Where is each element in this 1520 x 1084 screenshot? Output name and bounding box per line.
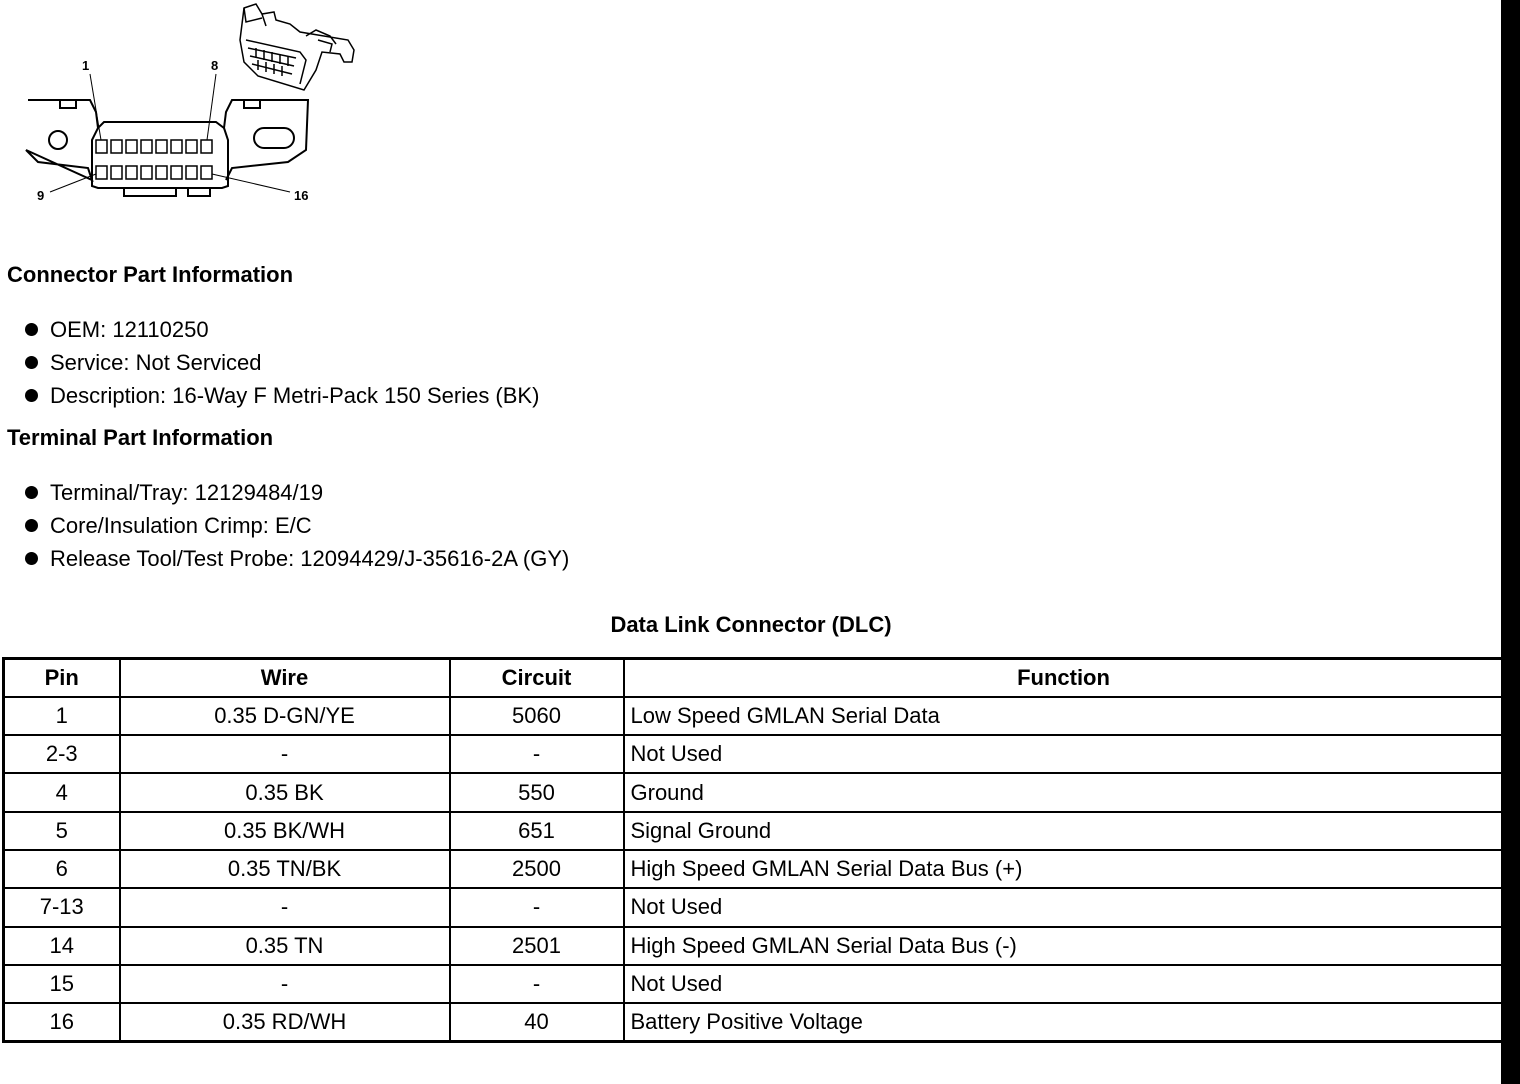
connector-3d-sketch [240,4,354,90]
cell-pin: 16 [4,1003,120,1041]
cell-pin: 6 [4,850,120,888]
connector-description: Description: 16-Way F Metri-Pack 150 Series (BK) [50,383,540,408]
cell-wire: 0.35 RD/WH [120,1003,450,1041]
list-item [0,542,569,575]
terminal-release-tool: Release Tool/Test Probe: 12094429/J-35616-2A (GY) [50,546,570,571]
cell-function: High Speed GMLAN Serial Data Bus (-) [624,927,1504,965]
connector-oem: OEM: 12110250 [50,317,209,342]
cell-wire: 0.35 BK [120,773,450,811]
table-row [4,888,1504,926]
table-row [4,812,1504,850]
cell-pin: 5 [4,812,120,850]
connector-service: Service: Not Serviced [50,350,262,375]
cell-function: Ground [624,773,1504,811]
terminal-part-list [0,476,569,575]
connector-part-list [0,313,539,412]
table-row [4,1003,1504,1041]
cell-circuit: - [450,735,624,773]
column-header-pin: Pin [4,659,120,697]
cell-function: Low Speed GMLAN Serial Data [624,697,1504,735]
cell-circuit: - [450,888,624,926]
pin-label-1: 1 [82,58,90,73]
bullet-icon [25,519,38,532]
cell-function: Not Used [624,965,1504,1003]
terminal-tray: Terminal/Tray: 12129484/19 [50,480,324,505]
cell-pin: 15 [4,965,120,1003]
table-row [4,735,1504,773]
cell-wire: 0.35 TN/BK [120,850,450,888]
connector-diagram [0,0,380,220]
cell-function: Not Used [624,888,1504,926]
cell-function: High Speed GMLAN Serial Data Bus (+) [624,850,1504,888]
dlc-pinout-table [2,657,1505,1043]
pin-leader-lines [50,74,290,192]
cell-circuit: 40 [450,1003,624,1041]
connector-part-heading: Connector Part Information [7,262,294,287]
table-row [4,697,1504,735]
table-row [4,773,1504,811]
cell-circuit: 2501 [450,927,624,965]
cell-wire: - [120,735,450,773]
cell-pin: 7-13 [4,888,120,926]
list-item [0,313,539,346]
terminal-crimp: Core/Insulation Crimp: E/C [50,513,312,538]
cell-pin: 14 [4,927,120,965]
cell-pin: 1 [4,697,120,735]
list-item [0,346,539,379]
bullet-icon [25,552,38,565]
table-row [4,965,1504,1003]
bullet-icon [25,486,38,499]
bullet-icon [25,323,38,336]
pin-label-8: 8 [211,58,219,73]
pin-cavities [96,140,212,179]
pin-label-16: 16 [294,188,309,203]
cell-pin: 4 [4,773,120,811]
table-title: Data Link Connector (DLC) [610,612,892,637]
cell-wire: - [120,888,450,926]
cell-wire: 0.35 BK/WH [120,812,450,850]
list-item [0,509,569,542]
cell-function: Battery Positive Voltage [624,1003,1504,1041]
cell-circuit: 5060 [450,697,624,735]
cell-wire: 0.35 D-GN/YE [120,697,450,735]
cell-wire: - [120,965,450,1003]
cell-circuit: 550 [450,773,624,811]
cell-circuit: 651 [450,812,624,850]
pin-label-9: 9 [37,188,45,203]
table-header-row [4,659,1504,697]
list-item [0,476,569,509]
cell-function: Not Used [624,735,1504,773]
cell-circuit: - [450,965,624,1003]
table-row [4,850,1504,888]
cell-pin: 2-3 [4,735,120,773]
cell-function: Signal Ground [624,812,1504,850]
column-header-circuit: Circuit [450,659,624,697]
list-item [0,379,539,412]
column-header-wire: Wire [120,659,450,697]
cell-circuit: 2500 [450,850,624,888]
cell-wire: 0.35 TN [120,927,450,965]
terminal-part-heading: Terminal Part Information [7,425,274,450]
column-header-function: Function [624,659,1504,697]
bullet-icon [25,356,38,369]
bullet-icon [25,389,38,402]
table-row [4,927,1504,965]
